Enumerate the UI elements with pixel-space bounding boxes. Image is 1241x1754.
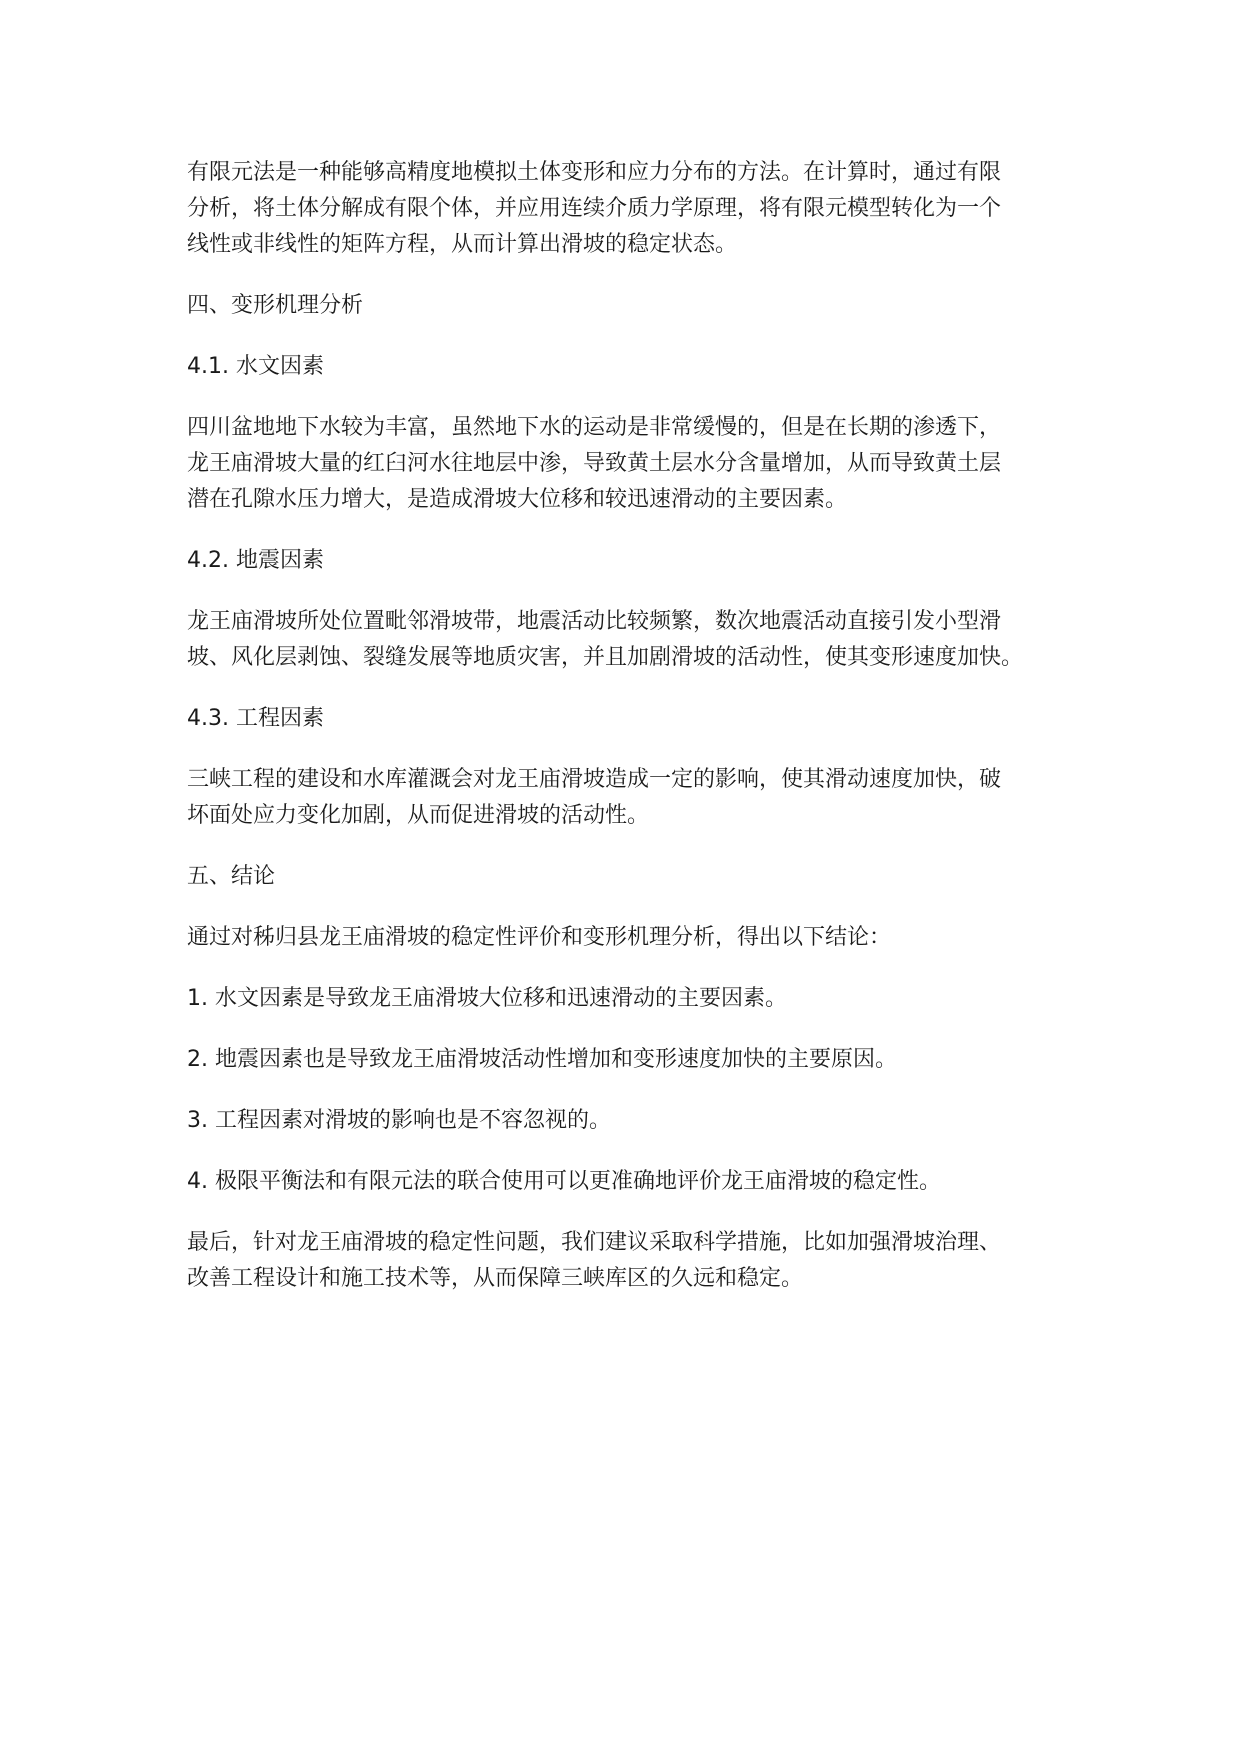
paragraph	[187, 1103, 1067, 1139]
document-body	[187, 155, 1067, 1322]
paragraph	[187, 543, 1067, 579]
text-line: 4.3. 工程因素	[187, 706, 324, 731]
text-line: 3. 工程因素对滑坡的影响也是不容忽视的。	[187, 1108, 611, 1133]
text-line: 最后，针对龙王庙滑坡的稳定性问题，我们建议采取科学措施，比如加强滑坡治理、	[187, 1230, 1002, 1255]
text-line: 潜在孔隙水压力增大，是造成滑坡大位移和较迅速滑动的主要因素。	[187, 487, 848, 512]
text-line: 坏面处应力变化加剧，从而促进滑坡的活动性。	[187, 803, 650, 828]
text-line: 四、变形机理分析	[187, 293, 364, 318]
paragraph	[187, 288, 1067, 324]
text-line: 4.1. 水文因素	[187, 354, 324, 379]
text-line: 线性或非线性的矩阵方程，从而计算出滑坡的稳定状态。	[187, 232, 738, 257]
text-line: 改善工程设计和施工技术等，从而保障三峡库区的久远和稳定。	[187, 1266, 804, 1291]
paragraph	[187, 981, 1067, 1017]
text-line: 通过对秭归县龙王庙滑坡的稳定性评价和变形机理分析，得出以下结论：	[187, 925, 892, 950]
text-line: 龙王庙滑坡所处位置毗邻滑坡带，地震活动比较频繁，数次地震活动直接引发小型滑	[187, 609, 1002, 634]
text-line: 坡、风化层剥蚀、裂缝发展等地质灾害，并且加剧滑坡的活动性，使其变形速度加快。	[187, 645, 1024, 670]
text-line: 龙王庙滑坡大量的红臼河水往地层中渗，导致黄土层水分含量增加，从而导致黄土层	[187, 451, 1002, 476]
paragraph	[187, 1164, 1067, 1200]
text-line: 四川盆地地下水较为丰富，虽然地下水的运动是非常缓慢的，但是在长期的渗透下，	[187, 415, 1002, 440]
paragraph	[187, 701, 1067, 737]
text-line: 2. 地震因素也是导致龙王庙滑坡活动性增加和变形速度加快的主要原因。	[187, 1047, 897, 1072]
text-line: 1. 水文因素是导致龙王庙滑坡大位移和迅速滑动的主要因素。	[187, 986, 787, 1011]
paragraph	[187, 1225, 1067, 1297]
paragraph	[187, 604, 1067, 676]
text-line: 有限元法是一种能够高精度地模拟土体变形和应力分布的方法。在计算时，通过有限	[187, 160, 1002, 185]
text-line: 分析，将土体分解成有限个体，并应用连续介质力学原理，将有限元模型转化为一个	[187, 196, 1002, 221]
paragraph	[187, 1042, 1067, 1078]
text-line: 三峡工程的建设和水库灌溉会对龙王庙滑坡造成一定的影响，使其滑动速度加快，破	[187, 767, 1002, 792]
text-line: 4. 极限平衡法和有限元法的联合使用可以更准确地评价龙王庙滑坡的稳定性。	[187, 1169, 941, 1194]
paragraph	[187, 349, 1067, 385]
text-line: 五、结论	[187, 864, 276, 889]
text-line: 4.2. 地震因素	[187, 548, 324, 573]
paragraph	[187, 920, 1067, 956]
paragraph	[187, 762, 1067, 834]
paragraph	[187, 155, 1067, 263]
paragraph	[187, 859, 1067, 895]
paragraph	[187, 410, 1067, 518]
